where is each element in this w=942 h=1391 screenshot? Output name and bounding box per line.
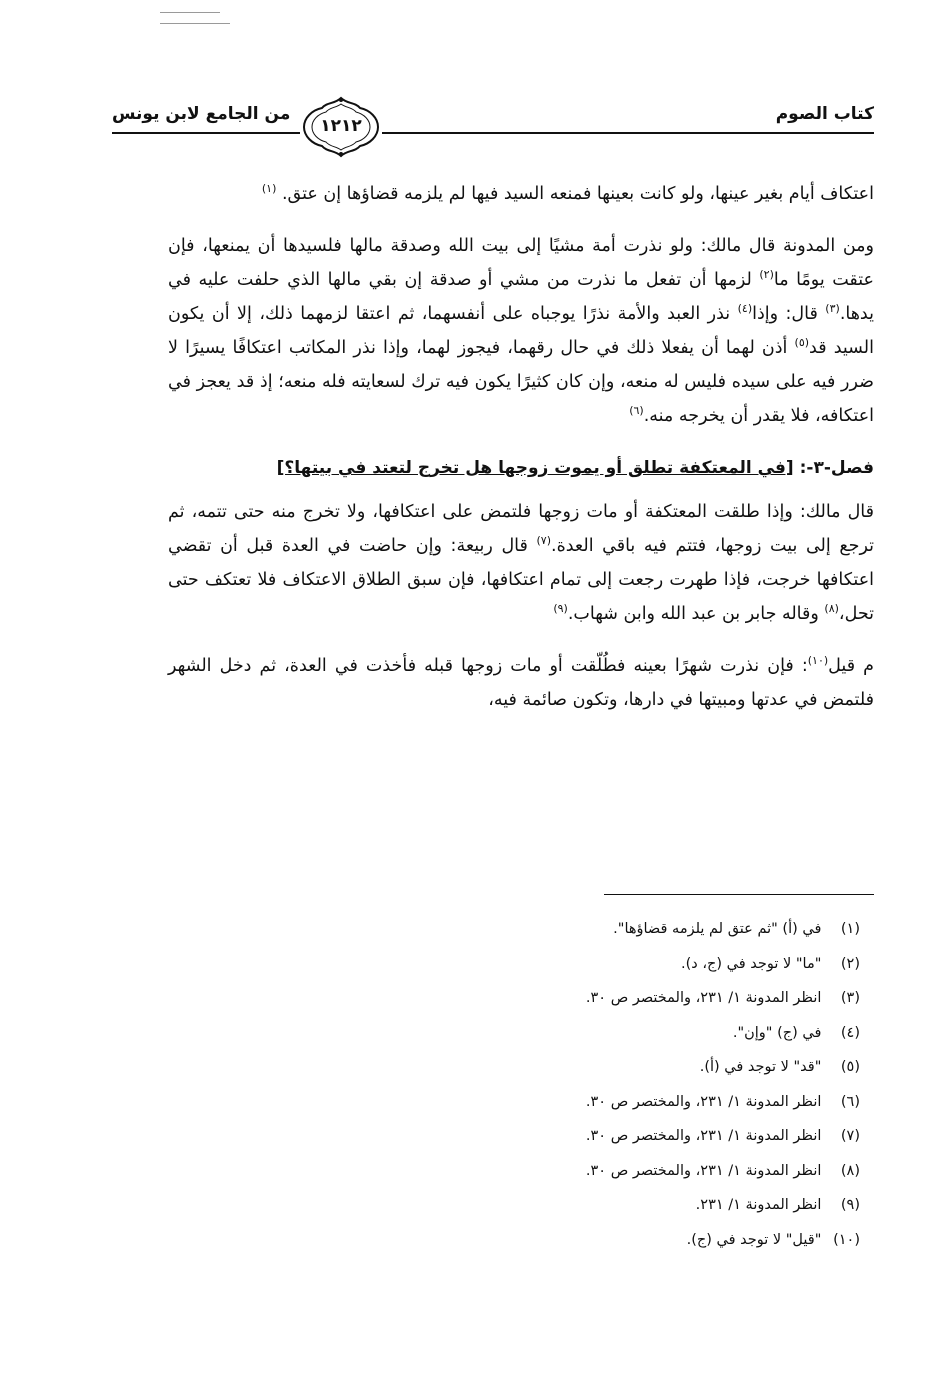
footnote-ref: (٦) [629,404,644,418]
footnote-ref: (٣) [825,302,840,316]
section-title: [في المعتكفة تطلق أو يموت زوجها هل تخرج لتعتد في بيتها؟] [276,458,794,478]
footnote-text: انظر المدونة ١/ ٢٣١. [695,1197,822,1213]
footnote-text: في (ج) "وإن". [732,1024,822,1041]
paragraph-text: نذر العبد والأمة نذرًا يوجباه على أنفسهما، ثم اعتقا لزمهما ذلك، إلا أن يكون السيد قد [168,304,874,358]
section-number: فصل-٣-: [799,458,874,478]
footnote-ref: (٥) [794,336,810,350]
footnote-number: (٣) [840,990,860,1006]
footnote-item [300,947,860,982]
footnote-text: "قد" لا توجد في (أ). [699,1059,822,1075]
paragraph-text: لزمها أن تفعل ما نذرت من مشي أو صدقة إن بقي مالها الذي حلفت عليه في يدها. [168,270,874,324]
book-title: كتاب الصوم [775,104,874,124]
paragraph-text: م قيل [828,656,874,676]
footnote-text: في (أ) "ثم عتق لم يلزمه قضاؤها". [613,921,822,937]
paragraph-text: وقاله جابر بن عبد الله وابن شهاب. [567,604,825,624]
footnote-number: (٤) [840,1024,860,1041]
footnote-ref: (١) [261,182,277,196]
footnote-text: "قيل" لا توجد في (ج). [686,1231,822,1248]
footnote-number: (٢) [840,955,860,972]
page-number: ١٢١٢ [320,116,362,136]
footnote-ref: (٤) [737,302,753,316]
footnotes [300,912,860,1257]
footnote-text: انظر المدونة ١/ ٢٣١، والمختصر ص ٣٠. [585,1128,822,1144]
scan-artifact [160,12,230,34]
footnote-number: (٩) [840,1197,860,1213]
footnote-text: انظر المدونة ١/ ٢٣١، والمختصر ص ٣٠. [585,990,822,1006]
footnote-ref: (٢) [759,268,774,282]
footnote-number: (٥) [840,1059,860,1075]
footnote-separator [604,894,874,895]
paragraph-text: : فإن نذرت شهرًا بعينه فطُلّقت أو مات زوجها قبله فأخذت في العدة، ثم دخل الشهر فلتمض في عدتها ومبيتها في دارها، وتكون صائمة فيه، [168,656,874,710]
paragraph-text: قال ربيعة: وإن حاضت في العدة قبل أن تقضي اعتكافها خرجت، فإذا طهرت رجعت إلى تمام اعتكافها، فإن سبق الطلاق الاعتكاف فلا تعتكف حتى تحل، [168,536,874,624]
footnote-item [300,1085,860,1120]
footnote-text: انظر المدونة ١/ ٢٣١، والمختصر ص ٣٠. [585,1162,822,1179]
paragraph [168,495,874,631]
footnote-text: "ما" لا توجد في (ج، د). [681,955,822,972]
footnote-ref: (١٠) [807,654,829,668]
footnote-item [300,1119,860,1154]
paragraph-text: قال مالك: وإذا طلقت المعتكفة أو مات زوجها فلتمض على اعتكافها، ولا تخرج منه حتى تتمه، ثم ترجع إلى بيت زوجها، فتتم فيه باقي العدة. [168,502,875,556]
footnote-ref: (٩) [553,602,568,616]
footnote-item [300,1223,860,1258]
source-title: من الجامع لابن يونس [112,104,291,124]
paragraph-text: اعتكاف أيام بغير عينها، ولو كانت بعينها فمنعه السيد فيها لم يلزمه قضاؤها إن عتق. [281,184,874,204]
footnote-text: انظر المدونة ١/ ٢٣١، والمختصر ص ٣٠. [585,1093,822,1110]
paragraph-text: ومن المدونة قال مالك: ولو نذرت أمة مشيًا إلى بيت الله وصدقة مالها فلسيدها أن يمنعها، فإن عتقت يومًا ما [168,236,874,290]
paragraph [168,649,874,717]
footnote-item [300,912,860,947]
footnote-number: (٧) [840,1128,860,1144]
footnote-item [300,1016,860,1051]
footnote-ref: (٧) [536,534,551,548]
footnote-item [300,1050,860,1085]
footnote-item [300,981,860,1016]
main-text [168,177,874,735]
footnote-ref: (٨) [824,602,839,616]
running-header [112,96,874,166]
paragraph-text: قال: وإذا [752,304,826,324]
footnote-number: (١٠) [833,1231,860,1248]
footnote-number: (٦) [840,1093,860,1110]
page-number-ornament [300,96,382,158]
footnote-item [300,1188,860,1223]
paragraph [168,177,874,211]
header-rule [112,132,874,134]
footnote-number: (١) [840,921,860,937]
paragraph [168,229,874,433]
section-heading [168,451,874,485]
footnote-number: (٨) [840,1162,860,1179]
paragraph-text: أذن لهما أن يفعلا ذلك في حال رقهما، فيجوز لهما، وإذا نذر المكاتب اعتكافًا يسيرًا لا ضرر فيه على سيده فليس له منعه، وإن كان كثيرًا يكون فيه ترك لسعايته فله منعه؛ إذ قد يعجز في اعتكافه، فلا يقدر أن يخرجه منه. [168,338,874,426]
footnote-item [300,1154,860,1189]
